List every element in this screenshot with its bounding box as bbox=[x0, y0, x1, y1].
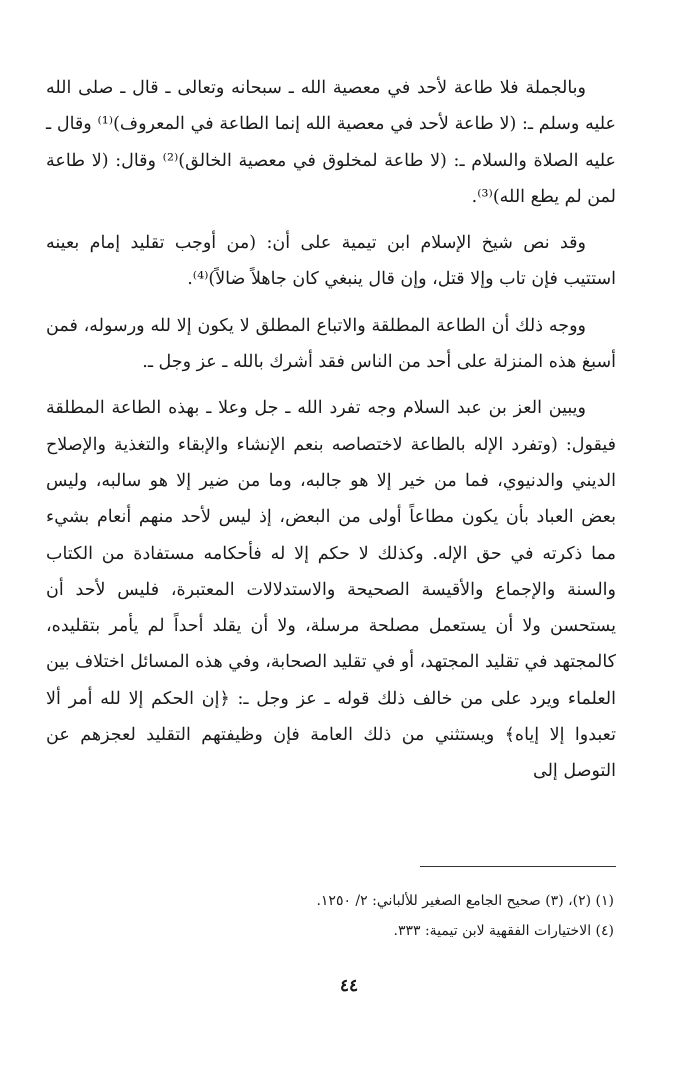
footnote-4: (٤) الاختيارات الفقهية لابن تيمية: ٣٣٣. bbox=[393, 923, 614, 939]
paragraph-obedience: وبالجملة فلا طاعة لأحد في معصية الله ـ سبحانه وتعالى ـ قال ـ صلى الله عليه وسلم ـ: (لا طاعة لأحد في معصية الله إنما الطاعة في المعروف)⁽¹⁾ وقال ـ عليه الصلاة والسلام ـ: (لا طاعة لمخلوق في معصية الخالق)⁽²⁾ وقال: (لا طاعة لمن لم يطع الله)⁽³⁾. bbox=[46, 78, 616, 207]
page-number: ٤٤ bbox=[339, 976, 359, 996]
footnote-separator bbox=[420, 866, 616, 867]
footnote-1-2-3: (١) (٢)، (٣) صحيح الجامع الصغير للألباني: ٢/ ١٢٥٠. bbox=[316, 893, 614, 909]
paragraph-absolute-obedience: ووجه ذلك أن الطاعة المطلقة والاتباع المطلق لا يكون إلا لله ورسوله، فمن أسبغ هذه المنزلة على أحد من الناس فقد أشرك بالله ـ عز وجل ـ. bbox=[46, 315, 616, 373]
paragraph-ibn-taymiyyah: وقد نص شيخ الإسلام ابن تيمية على أن: (من أوجب تقليد إمام بعينه استتيب فإن تاب وإلا قتل، وإن قال ينبغي كان جاهلاً ضالاً)⁽⁴⁾. bbox=[46, 233, 616, 290]
paragraph-izz-ibn-abdussalam: ويبين العز بن عبد السلام وجه تفرد الله ـ جل وعلا ـ بهذه الطاعة المطلقة فيقول: (وتفرد الإله بالطاعة لاختصاصه بنعم الإنشاء والإبقاء والتغذية والإصلاح الديني والدنيوي، فما من خير إلا هو جالبه، وما من ضير إلا هو سالبه، وليس بعض العباد بأن يكون مطاعاً أولى من البعض، إذ ليس لأحد منهم أنعام بشيء مما ذكرته في حق الإله. وكذلك لا حكم إلا له فأحكامه مستفادة من الكتاب والسنة والإجماع والأقيسة الصحيحة والاستدلالات المعتبرة، فليس لأحد أن يستحسن ولا أن يستعمل مصلحة مرسلة، ولا أن يقلد أحداً لم يأمر بتقليده، كالمجتهد في تقليد المجتهد، أو في تقليد الصحابة، وفي هذه المسائل اختلاف بين العلماء ويرد على من خالف ذلك قوله ـ عز وجل ـ: ﴿إن الحكم إلا لله أمر ألا تعبدوا إلا إياه﴾ ويستثني من ذلك العامة فإن وظيفتهم التقليد لعجزهم عن التوصل إلى bbox=[46, 398, 616, 782]
body-text bbox=[46, 70, 616, 790]
footnotes bbox=[46, 886, 614, 946]
